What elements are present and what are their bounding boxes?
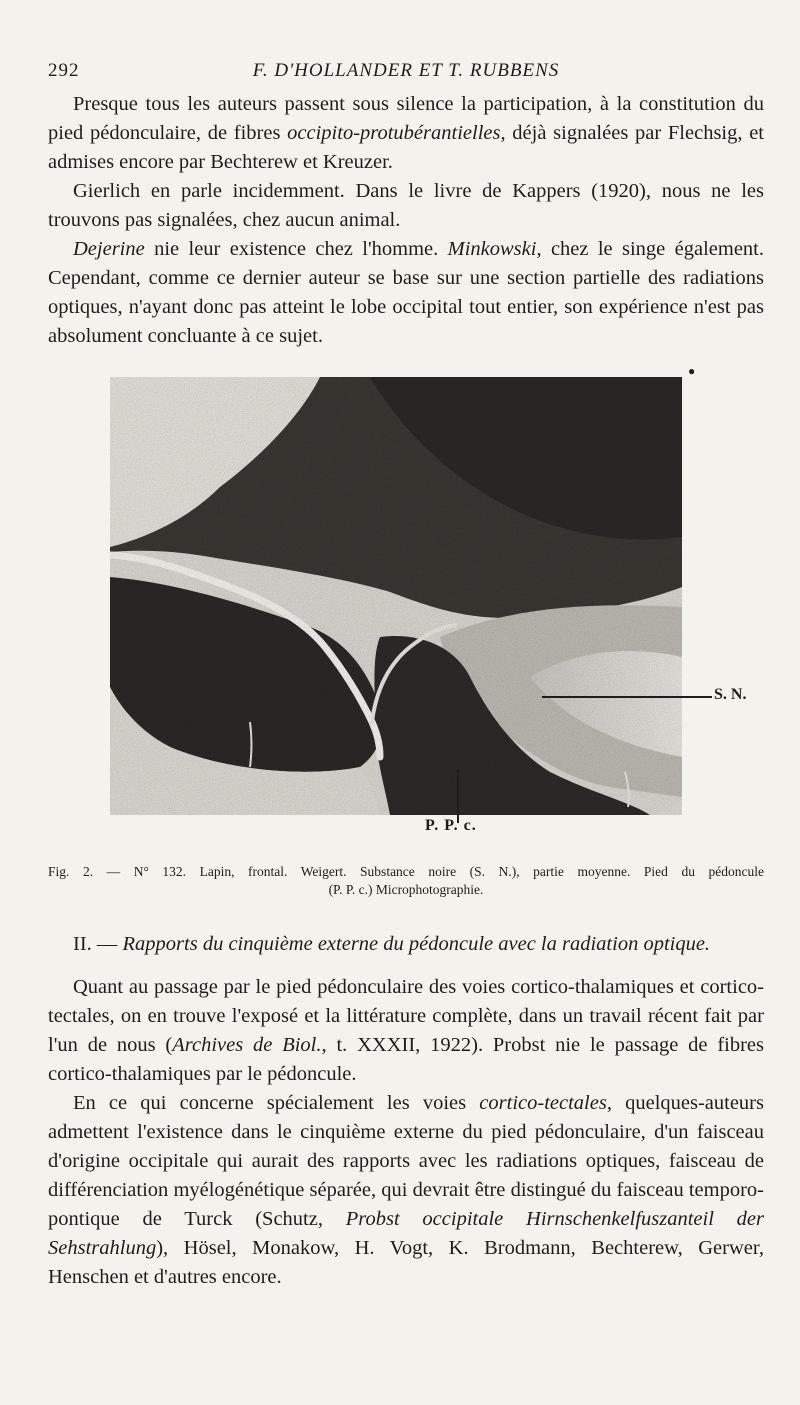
emphasis: cortico-tectales [479,1092,607,1114]
micrograph-figure [110,377,682,815]
caption-line: (P. P. c.) Microphotographie. [328,882,484,897]
author-name: Minkowski [447,238,537,260]
section-2-text [48,930,764,1292]
paragraph: En ce qui concerne spécialement les voies cortico-tectales, quelques-auteurs admettent l'existence dans le cinquième externe du pied pédonculaire, d'un faisceau d'origine occipitale qui aurait des rapports avec les radiations optiques, faisceau de différenciation myélogénétique séparée, qui devrait être distingué du faisceau temporo-pontique de Turck (Schutz, Probst occipitale Hirnschenkelfuszanteil der Sehstrahlung), Hösel, Monakow, H. Vogt, K. Brodmann, Bechterew, Gerwer, Henschen et d'autres encore. [48,1092,764,1288]
section-heading: II. — Rapports du cinquième externe du pédoncule avec la radiation optique. [73,933,711,955]
page-number: 292 [48,60,80,81]
sn-pointer-extension [682,696,712,700]
paragraph: Presque tous les auteurs passent sous silence la participation, à la constitution du pied pédonculaire, de fibres occipito-protubérantielles, déjà signalées par Flechsig, et admises encore par Bechterew et Kreuzer. [48,93,764,173]
author-name: Dejerine [73,238,145,260]
paragraph: Dejerine nie leur existence chez l'homme. Minkowski, chez le singe également. Cependant, comme ce dernier auteur se base sur une section partielle des radiations optiques, n'ayant donc pas atteint le lobe occipital tout entier, son expérience n'est pas absolument concluante à ce sujet. [48,238,764,347]
micrograph-image [110,377,682,815]
section-1-text [48,90,764,351]
paragraph: Gierlich en parle incidemment. Dans le livre de Kappers (1920), nous ne les trouvons pas signalées, chez aucun animal. [48,180,764,231]
page-header [48,60,764,84]
emphasis: occipito-protubérantielles [287,122,501,144]
paragraph: Quant au passage par le pied pédonculaire des voies cortico-thalamiques et cortico-tectales, on en trouve l'exposé et la littérature complète, dans un travail récent fait par l'un de nous (Archives de Biol., t. XXXII, 1922). Probst nie le passage de fibres cortico-thalamiques par le pédoncule. [48,976,765,1085]
running-title: F. D'HOLLANDER ET T. RUBBENS [252,60,560,81]
journal-title: Archives de Biol. [172,1034,322,1056]
label-pied-pedoncule: P. P. c. [425,817,477,834]
label-substance-noire: S. N. [714,686,747,703]
figure-caption [48,863,764,899]
print-speck: ● [688,364,696,378]
emphasis: Probst occipitale Hirnschenkelfuszanteil der Sehstrahlung [48,1208,764,1259]
caption-line: Fig. 2. — N° 132. Lapin, frontal. Weigert. Substance noire (S. N.), partie moyenne. Pied du pédoncule [48,864,764,879]
